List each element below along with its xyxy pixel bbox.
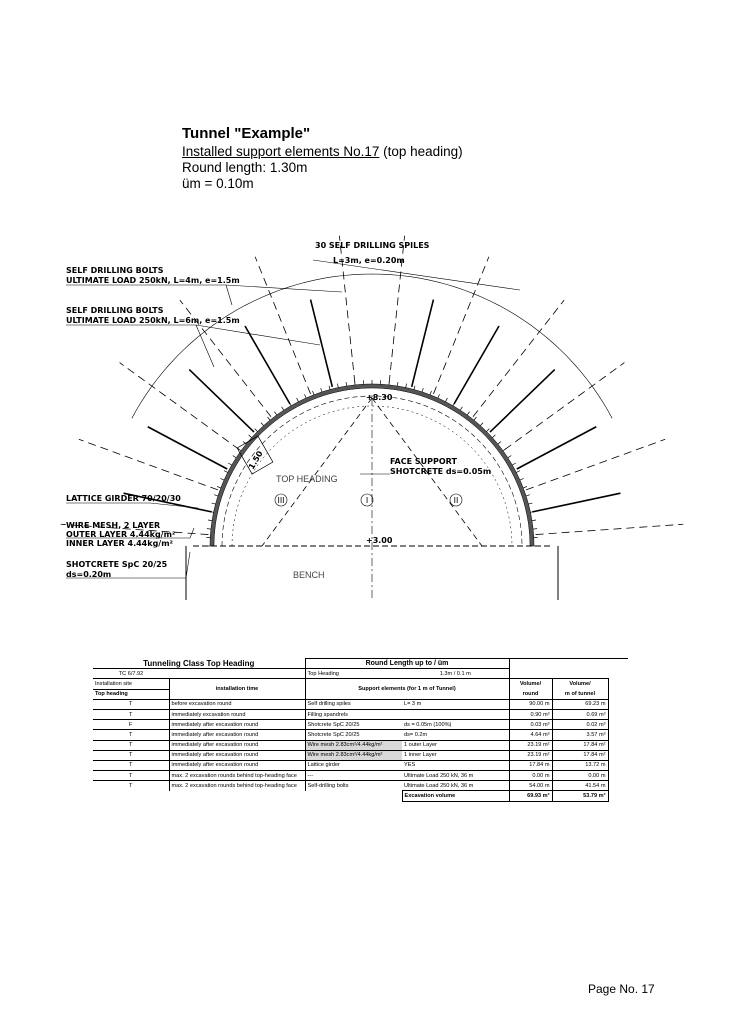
mesh-label-1: WIRE MESH, 2 LAYER	[66, 521, 161, 530]
site-cell: T	[93, 730, 169, 740]
vol-round-cell: 17.84 m	[509, 760, 552, 770]
vol-tunnel-cell: 17.84 m²	[552, 740, 608, 750]
hatch-tick	[474, 417, 477, 420]
hatch-tick	[217, 487, 221, 488]
section-label-3: III	[277, 496, 285, 505]
document-title: Tunnel "Example"	[182, 125, 311, 142]
section-line-left	[262, 398, 372, 546]
site-cell: T	[93, 771, 169, 781]
tunnel-cross-section-drawing	[0, 225, 729, 625]
hatch-tick	[460, 407, 462, 410]
round-heading-cell: Top Heading	[305, 669, 402, 679]
table-row-header-2	[93, 669, 628, 679]
site-cell: T	[93, 781, 169, 791]
blank-cell	[608, 730, 628, 740]
vol-tunnel-cell: 69.23 m	[552, 699, 608, 709]
overbreak: üm = 0.10m	[182, 176, 254, 191]
lattice-label: LATTICE GIRDER 70/20/30	[66, 494, 181, 503]
table-row	[93, 740, 628, 750]
round-title: Round Length up to / üm	[305, 659, 509, 669]
hatch-tick	[249, 435, 252, 438]
mesh-label-2: OUTER LAYER 4.44kg/m²	[66, 530, 176, 539]
time-cell: immediately excavation round	[169, 709, 305, 719]
hatch-tick	[224, 471, 228, 473]
hatch-tick	[268, 417, 271, 420]
blank-cell	[608, 740, 628, 750]
hatch-tick	[508, 456, 511, 458]
element-cell: Wire mesh 2.83cm²/4.44kg/m²	[305, 750, 402, 760]
bench-label: BENCH	[293, 570, 325, 580]
bolts-label-1a: SELF DRILLING BOLTS	[66, 266, 164, 275]
table-row	[93, 730, 628, 740]
blank-cell	[169, 669, 305, 679]
elevation-mid: +3.00	[366, 536, 393, 545]
table-row	[93, 750, 628, 760]
spec-cell: ds= 0.2m	[402, 730, 509, 740]
top-heading-cell: Top heading	[93, 689, 169, 699]
vol-tunnel-cell: 0.02 m³	[552, 720, 608, 730]
table-row-excavation	[93, 791, 628, 801]
hatch-tick	[297, 398, 299, 402]
spile	[255, 257, 310, 394]
site-cell: T	[93, 760, 169, 770]
hatch-tick	[516, 471, 520, 473]
table-row	[93, 709, 628, 719]
table-row	[93, 699, 628, 709]
excavation-tunnel: 53.79 m³	[552, 791, 608, 801]
spile	[120, 363, 240, 450]
round-value-cell: 1.3m / 0.1 m	[402, 669, 509, 679]
blank-cell	[93, 791, 402, 801]
face-support-label-2: SHOTCRETE ds=0.05m	[390, 467, 492, 476]
hatch-tick	[422, 388, 423, 392]
vol-round-cell: 54.00 m	[509, 781, 552, 791]
rock-bolt	[517, 427, 596, 469]
hatch-tick	[406, 384, 407, 388]
top-heading-label: TOP HEADING	[276, 474, 338, 484]
vol-tunnel-cell: 41.54 m	[552, 781, 608, 791]
vol-tunnel-cell: 3.57 m³	[552, 730, 608, 740]
elevation-top: +8.30	[366, 393, 393, 402]
install-time-header: installation time	[169, 679, 305, 699]
hatch-tick	[532, 520, 536, 521]
hatch-tick	[274, 412, 276, 415]
dimension-label: 1.50	[246, 449, 265, 471]
install-site-cell: Installation site	[93, 679, 169, 689]
document-subtitle	[182, 144, 463, 160]
rock-bolt	[311, 300, 333, 387]
tc-cell: TC 6/7.92	[93, 669, 169, 679]
spile	[473, 300, 564, 417]
table-row	[93, 720, 628, 730]
blank-cell	[608, 709, 628, 719]
hatch-tick	[414, 386, 415, 390]
spec-cell: L= 3 m	[402, 699, 509, 709]
hatch-tick	[430, 391, 431, 395]
spile	[79, 439, 218, 490]
vol-round-cell: 0.00 m	[509, 771, 552, 781]
vol-round-cell: 0.90 m³	[509, 709, 552, 719]
hatch-tick	[321, 388, 322, 392]
hatch-tick	[492, 435, 495, 438]
element-cell: Wire mesh 2.83cm²/4.44kg/m²	[305, 740, 402, 750]
hatch-tick	[503, 448, 506, 450]
blank-cell	[608, 750, 628, 760]
rock-bolt	[490, 370, 555, 433]
element-cell: ---	[305, 771, 402, 781]
bolts-label-1b: ULTIMATE LOAD 250kN, L=4m, e=1.5m	[66, 276, 240, 285]
hatch-tick	[523, 487, 527, 488]
spec-cell: ds = 0.05m (100%)	[402, 720, 509, 730]
vol-round-cell: 0.03 m³	[509, 720, 552, 730]
excavation-label: Excavation volume	[402, 791, 509, 801]
vol-round-cell: 23.19 m²	[509, 740, 552, 750]
support-elements-header: Support elements (for 1 m of Tunnel)	[305, 679, 509, 699]
support-table	[93, 658, 628, 802]
hatch-tick	[255, 429, 258, 432]
hatch-tick	[512, 463, 515, 465]
bolts-label-2a: SELF DRILLING BOLTS	[66, 306, 164, 315]
blank-cell	[608, 699, 628, 709]
mesh-label-3: INNER LAYER 4.44kg/m²	[66, 539, 174, 548]
time-cell: immediately after excavation round	[169, 730, 305, 740]
vol-tunnel-header-1: Volume/	[552, 679, 608, 689]
time-cell: immediately after excavation round	[169, 750, 305, 760]
site-cell: T	[93, 740, 169, 750]
spiles-label-2: L=3m, e=0.20m	[333, 256, 405, 265]
element-cell: Shotcrete SpC 20/25	[305, 720, 402, 730]
time-cell: immediately after excavation round	[169, 740, 305, 750]
table-row-header-1	[93, 659, 628, 669]
section-label-1: I	[365, 496, 369, 505]
hatch-tick	[329, 386, 330, 390]
element-cell: Self-drilling bolts	[305, 781, 402, 791]
hatch-tick	[520, 478, 524, 480]
hatch-tick	[498, 442, 501, 445]
table-row	[93, 760, 628, 770]
section-label-2: II	[453, 496, 459, 505]
hatch-tick	[446, 398, 448, 402]
vol-tunnel-cell: 0.69 m³	[552, 709, 608, 719]
class-title: Tunneling Class Top Heading	[143, 658, 255, 668]
time-cell: max. 2 excavation rounds behind top-heading face	[169, 771, 305, 781]
hatch-tick	[228, 463, 231, 465]
hatch-tick	[438, 394, 440, 398]
spiles-label-1: 30 SELF DRILLING SPILES	[315, 241, 430, 250]
vol-round-header-2: round	[509, 689, 552, 699]
element-cell: Filling spandrels	[305, 709, 402, 719]
table-body	[93, 699, 628, 791]
element-cell: Shotcrete SpC 20/25	[305, 730, 402, 740]
hatch-tick	[282, 407, 284, 410]
blank-cell	[608, 771, 628, 781]
table-row	[93, 771, 628, 781]
vol-round-cell: 23.19 m²	[509, 750, 552, 760]
time-cell: immediately after excavation round	[169, 760, 305, 770]
hatch-tick	[346, 382, 347, 386]
blank-cell	[608, 760, 628, 770]
rock-bolt	[412, 300, 434, 387]
hatch-tick	[304, 394, 306, 398]
shotcrete-label-1: SHOTCRETE SpC 20/25	[66, 560, 168, 569]
spec-cell: Ultimate Load 250 kN, 36 m	[402, 781, 509, 791]
hatch-tick	[467, 412, 469, 415]
vol-tunnel-cell: 0.00 m	[552, 771, 608, 781]
excavation-round: 69.93 m³	[509, 791, 552, 801]
hatch-tick	[528, 503, 532, 504]
rock-bolt	[189, 370, 254, 433]
spec-cell: 1 outer Layer	[402, 740, 509, 750]
shotcrete-label-2: ds=0.20m	[66, 570, 112, 579]
hatch-tick	[261, 423, 264, 426]
vol-tunnel-cell: 17.84 m²	[552, 750, 608, 760]
vol-round-cell: 4.64 m³	[509, 730, 552, 740]
subtitle-rest: (top heading)	[379, 144, 463, 159]
subtitle-underlined: Installed support elements No.17	[182, 144, 380, 159]
spec-cell: 1 inner Layer	[402, 750, 509, 760]
blank-cell	[608, 689, 628, 699]
vol-round-cell: 90.00 m	[509, 699, 552, 709]
face-support-label-1: FACE SUPPORT	[390, 457, 457, 466]
hatch-tick	[214, 495, 218, 496]
hatch-tick	[337, 384, 338, 388]
hatch-tick	[220, 478, 224, 480]
blank-cell	[608, 679, 628, 689]
spec-cell	[402, 709, 509, 719]
spec-cell: Ultimate Load 250 kN, 36 m	[402, 771, 509, 781]
rock-bolt	[532, 493, 620, 512]
spile	[505, 363, 625, 450]
site-cell: T	[93, 699, 169, 709]
blank-cell	[509, 669, 628, 679]
hatch-tick	[208, 520, 212, 521]
blank-cell	[608, 791, 628, 801]
hatch-tick	[480, 423, 483, 426]
page-number: Page No. 17	[588, 982, 655, 996]
round-length: Round length: 1.30m	[182, 160, 308, 175]
spec-cell: YES	[402, 760, 509, 770]
element-cell: Self drilling spiles	[305, 699, 402, 709]
spile	[526, 439, 665, 490]
site-cell: F	[93, 720, 169, 730]
site-cell: T	[93, 750, 169, 760]
element-cell: Lattice girder	[305, 760, 402, 770]
site-cell: T	[93, 709, 169, 719]
vol-tunnel-cell: 13.72 m	[552, 760, 608, 770]
vol-round-header-1: Volume/	[509, 679, 552, 689]
spile	[536, 524, 684, 534]
vol-tunnel-header-2: m of tunnel	[552, 689, 608, 699]
time-cell: max. 2 excavation rounds behind top-heading face	[169, 781, 305, 791]
table-row-header-3	[93, 679, 628, 689]
hatch-tick	[313, 391, 314, 395]
blank-cell	[509, 659, 628, 669]
blank-cell	[608, 720, 628, 730]
table-row	[93, 781, 628, 791]
blank-cell	[608, 781, 628, 791]
rock-bolt	[148, 427, 227, 469]
spile	[433, 257, 488, 394]
time-cell: before excavation round	[169, 699, 305, 709]
hatch-tick	[397, 382, 398, 386]
time-cell: immediately after excavation round	[169, 720, 305, 730]
hatch-tick	[526, 495, 530, 496]
hatch-tick	[212, 503, 216, 504]
hatch-tick	[233, 456, 236, 458]
hatch-tick	[487, 429, 490, 432]
bolts-label-2b: ULTIMATE LOAD 250kN, L=6m, e=1.5m	[66, 316, 240, 325]
